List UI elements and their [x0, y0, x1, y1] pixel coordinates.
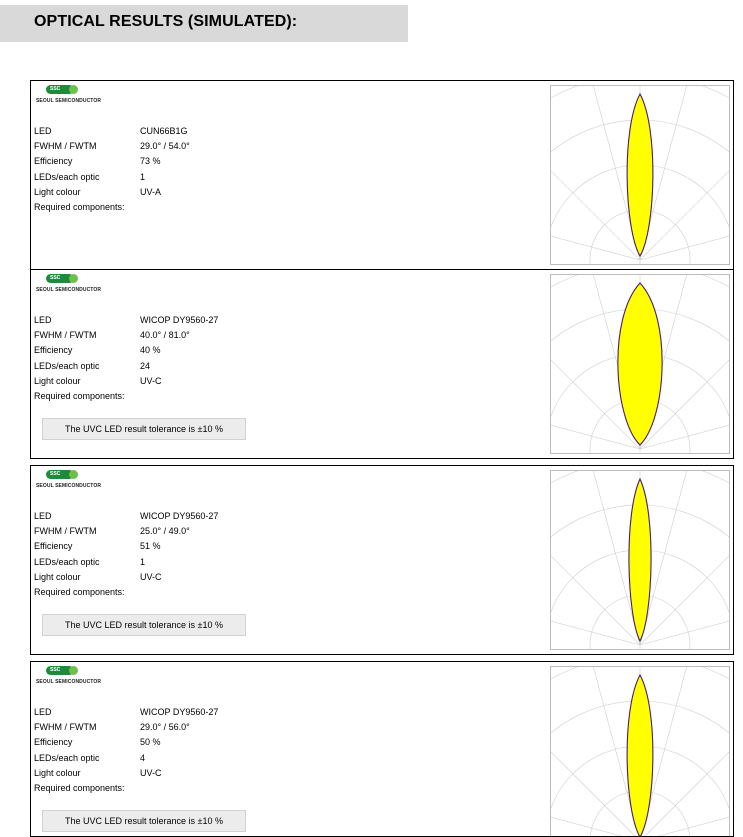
led-label: LED	[34, 126, 52, 136]
efficiency-value: 51 %	[140, 541, 161, 552]
polar-intensity-plot	[550, 274, 730, 454]
polar-intensity-plot	[550, 470, 730, 650]
fwhm-value: 29.0° / 56.0°	[140, 722, 190, 733]
led-label: LED	[34, 315, 52, 325]
logo-badge-text: SSC	[50, 86, 61, 92]
polar-plot-svg	[551, 86, 729, 264]
logo-text: SEOUL SEMICONDUCTOR	[36, 98, 102, 104]
fwhm-value: 25.0° / 49.0°	[140, 526, 190, 537]
result-card	[30, 465, 734, 655]
beam-shape	[627, 675, 653, 837]
grid-spoke	[551, 471, 640, 645]
logo-badge-text: SSC	[50, 667, 61, 673]
led-label: LED	[34, 707, 52, 717]
tolerance-note: The UVC LED result tolerance is ±10 %	[42, 614, 246, 636]
fwhm-label: FWHM / FWTM	[34, 330, 97, 341]
beam-shape	[618, 283, 662, 445]
efficiency-value: 50 %	[140, 737, 161, 748]
light-colour-value: UV-C	[140, 571, 162, 582]
efficiency-label: Efficiency	[34, 156, 73, 167]
seoul-semiconductor-logo	[34, 273, 102, 295]
light-colour-label: Light colour	[34, 767, 81, 778]
fwhm-label: FWHM / FWTM	[34, 722, 97, 733]
light-colour-value: UV-C	[140, 375, 162, 386]
logo-text: SEOUL SEMICONDUCTOR	[36, 287, 102, 293]
result-card	[30, 80, 734, 270]
light-colour-label: Light colour	[34, 571, 81, 582]
grid-spoke	[640, 471, 729, 645]
seoul-semiconductor-logo	[34, 469, 102, 491]
efficiency-label: Efficiency	[34, 541, 73, 552]
required-components-label: Required components:	[34, 201, 125, 212]
required-components-label: Required components:	[34, 586, 125, 597]
beam-shape	[627, 94, 653, 256]
result-card	[30, 661, 734, 837]
led-value: WICOP DY9560-27	[140, 511, 219, 521]
leds-per-optic-label: LEDs/each optic	[34, 556, 100, 567]
light-colour-value: UV-A	[140, 186, 162, 197]
seoul-semiconductor-logo	[34, 84, 102, 106]
leds-per-optic-value: 24	[140, 360, 151, 371]
leds-per-optic-label: LEDs/each optic	[34, 752, 100, 763]
fwhm-value: 40.0° / 81.0°	[140, 330, 190, 341]
logo-badge-text: SSC	[50, 275, 61, 281]
required-components-label: Required components:	[34, 390, 125, 401]
fwhm-value: 29.0° / 54.0°	[140, 141, 190, 152]
result-card	[30, 269, 734, 459]
leds-per-optic-value: 4	[140, 752, 146, 763]
light-colour-label: Light colour	[34, 375, 81, 386]
light-colour-label: Light colour	[34, 186, 81, 197]
tolerance-note: The UVC LED result tolerance is ±10 %	[42, 810, 246, 832]
polar-plot-svg	[551, 275, 729, 453]
polar-intensity-plot	[550, 85, 730, 265]
required-components-label: Required components:	[34, 782, 125, 793]
led-value: WICOP DY9560-27	[140, 315, 219, 325]
fwhm-label: FWHM / FWTM	[34, 141, 97, 152]
led-label: LED	[34, 511, 52, 521]
tolerance-note: The UVC LED result tolerance is ±10 %	[42, 418, 246, 440]
leds-per-optic-label: LEDs/each optic	[34, 360, 100, 371]
efficiency-value: 73 %	[140, 156, 161, 167]
leds-per-optic-label: LEDs/each optic	[34, 171, 100, 182]
fwhm-label: FWHM / FWTM	[34, 526, 97, 537]
polar-intensity-plot	[550, 666, 730, 837]
seoul-semiconductor-logo	[34, 665, 102, 687]
logo-badge-text: SSC	[50, 471, 61, 477]
logo-text: SEOUL SEMICONDUCTOR	[36, 483, 102, 489]
efficiency-value: 40 %	[140, 345, 161, 356]
polar-plot-svg	[551, 471, 729, 649]
light-colour-value: UV-C	[140, 767, 162, 778]
page-title: OPTICAL RESULTS (SIMULATED):	[34, 13, 298, 30]
efficiency-label: Efficiency	[34, 737, 73, 748]
logo-text: SEOUL SEMICONDUCTOR	[36, 679, 102, 685]
efficiency-label: Efficiency	[34, 345, 73, 356]
led-value: CUN66B1G	[140, 126, 188, 136]
leds-per-optic-value: 1	[140, 556, 146, 567]
led-value: WICOP DY9560-27	[140, 707, 219, 717]
polar-plot-svg	[551, 667, 729, 837]
leds-per-optic-value: 1	[140, 171, 146, 182]
